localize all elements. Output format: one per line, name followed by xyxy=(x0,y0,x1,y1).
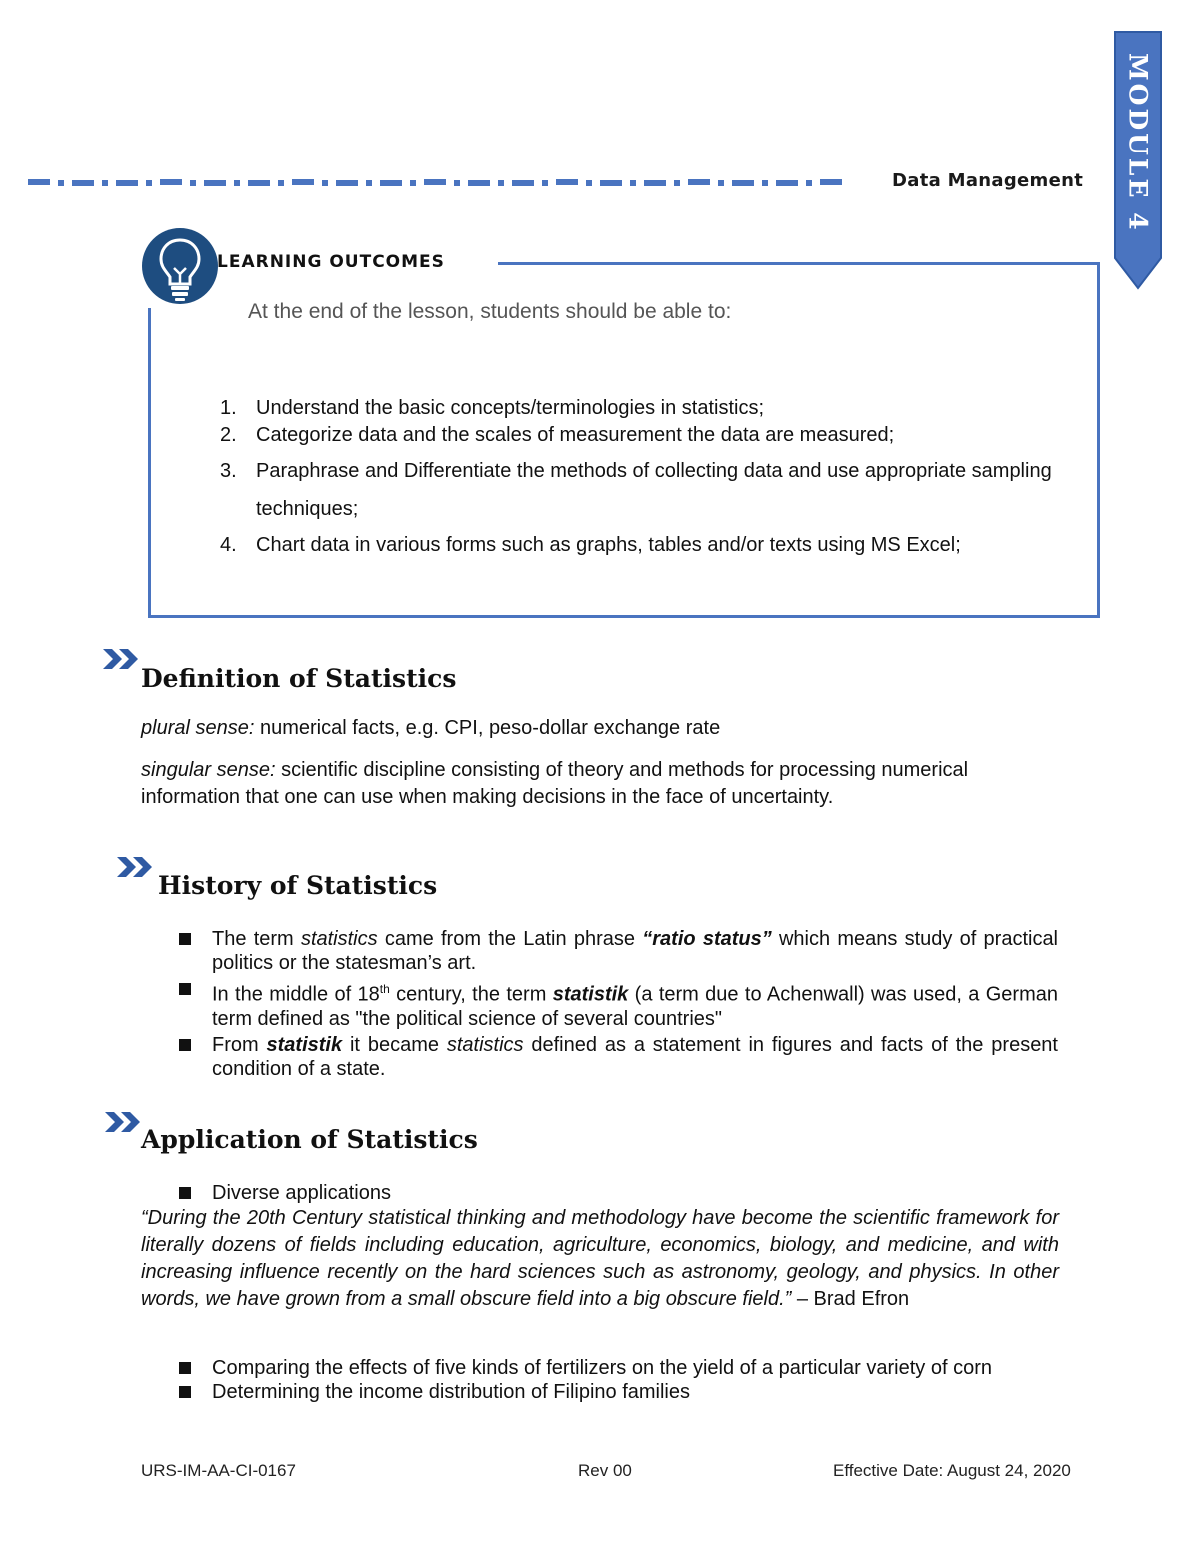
dash-segment xyxy=(160,179,182,185)
definition-heading: Definition of Statistics xyxy=(141,664,457,693)
learning-outcomes-intro: At the end of the lesson, students should be able to: xyxy=(248,300,732,323)
learning-outcomes-title: LEARNING OUTCOMES xyxy=(217,252,445,272)
text: (a term due to Achenwall) was used, a German term defined as "the political science of several countries" xyxy=(212,983,1058,1030)
module-label: MODULE 4 xyxy=(1123,53,1153,233)
dash-segment xyxy=(380,180,402,186)
history-heading: History of Statistics xyxy=(158,871,438,900)
dash-segment xyxy=(204,180,226,186)
application-heading: Application of Statistics xyxy=(141,1125,478,1154)
dot-segment xyxy=(498,180,504,186)
dot-segment xyxy=(674,180,680,186)
dash-segment xyxy=(820,179,842,185)
dash-segment xyxy=(556,179,578,185)
dash-segment xyxy=(248,180,270,186)
item-number: 4. xyxy=(220,534,237,556)
list-item: Diverse applications xyxy=(178,1181,1058,1205)
item-text: Chart data in various forms such as graphs, tables and/or texts using MS Excel; xyxy=(256,534,961,556)
dot-segment xyxy=(762,180,768,186)
learning-outcomes-top-rule xyxy=(498,262,1100,265)
list-item: Comparing the effects of five kinds of fertilizers on the yield of a particular variety of corn xyxy=(178,1356,1068,1380)
text: statistics xyxy=(446,1033,524,1056)
dash-segment xyxy=(600,180,622,186)
dot-segment xyxy=(454,180,460,186)
plural-sense-label: plural sense: xyxy=(141,717,255,739)
dash-segment xyxy=(28,179,50,185)
list-item xyxy=(178,977,1058,1031)
dot-segment xyxy=(190,180,196,186)
dash-segment xyxy=(468,180,490,186)
dot-segment xyxy=(58,180,64,186)
list-item xyxy=(220,422,1080,448)
footer-revision: Rev 00 xyxy=(578,1461,632,1480)
dash-segment xyxy=(336,180,358,186)
text: it became xyxy=(342,1033,447,1056)
text: statistik xyxy=(266,1033,343,1056)
item-number: 3. xyxy=(220,460,237,482)
text: statistics xyxy=(300,928,378,950)
dash-segment xyxy=(732,180,754,186)
lightbulb-icon xyxy=(140,222,220,310)
footer-document-code: URS-IM-AA-CI-0167 xyxy=(141,1461,296,1480)
dash-segment xyxy=(644,180,666,186)
learning-outcomes-list xyxy=(220,395,1080,558)
item-number: 1. xyxy=(220,397,237,419)
dash-segment xyxy=(424,179,446,185)
dot-segment xyxy=(586,180,592,186)
dot-segment xyxy=(630,180,636,186)
item-number: 2. xyxy=(220,424,237,446)
chevron-right-icon xyxy=(105,1110,145,1134)
dot-segment xyxy=(102,180,108,186)
text: The term xyxy=(212,928,301,950)
singular-sense-label: singular sense: xyxy=(141,759,276,781)
footer-effective-date: Effective Date: August 24, 2020 xyxy=(833,1461,1071,1480)
quote-author: – Brad Efron xyxy=(791,1288,910,1310)
item-text: Paraphrase and Differentiate the methods of collecting data and use appropriate sampling techniques; xyxy=(256,460,1052,520)
quote-text: “During the 20th Century statistical thinking and methodology have become the scientific framework for literally dozens of fields including education, agriculture, economics, biology, and medicine, and with increasing influence recently on the hard sciences such as astronomy, geology, and physics. In other words, we have grown from a small obscure field into a big obscure field.” xyxy=(141,1207,1059,1310)
dot-segment xyxy=(322,180,328,186)
dot-segment xyxy=(278,180,284,186)
dash-segment xyxy=(776,180,798,186)
dash-segment xyxy=(72,180,94,186)
text: came from the Latin phrase xyxy=(377,928,643,950)
chevron-right-icon xyxy=(117,855,157,879)
list-item xyxy=(220,532,1080,558)
list-item xyxy=(178,927,1058,975)
text: defined as a statement in figures and facts of the present condition of a state. xyxy=(212,1033,1058,1080)
singular-sense-text xyxy=(141,757,1061,811)
subject-title: Data Management xyxy=(892,170,1084,191)
list-item xyxy=(220,395,1080,421)
application-bullet-1 xyxy=(178,1181,1058,1205)
text: which means study of practical politics or the statesman’s art. xyxy=(212,928,1059,974)
header-dashed-line xyxy=(28,177,853,189)
efron-quote xyxy=(141,1205,1059,1313)
dot-segment xyxy=(718,180,724,186)
application-bullets xyxy=(178,1356,1068,1404)
dot-segment xyxy=(806,180,812,186)
dash-segment xyxy=(292,179,314,185)
plural-sense-text xyxy=(141,715,1071,742)
superscript: th xyxy=(379,982,390,996)
item-text: Categorize data and the scales of measurement the data are measured; xyxy=(256,424,895,446)
dot-segment xyxy=(234,180,240,186)
singular-sense-definition: scientific discipline consisting of theory and methods for processing numerical information that one can use when making decisions in the face of uncertainty. xyxy=(141,759,969,808)
text: statistik xyxy=(552,983,629,1006)
list-item: Determining the income distribution of Filipino families xyxy=(178,1380,1068,1404)
text: In the middle of 18 xyxy=(212,983,380,1006)
dot-segment xyxy=(542,180,548,186)
text: From xyxy=(212,1033,267,1056)
text: century, the term xyxy=(389,983,553,1006)
text: “ratio status” xyxy=(642,928,772,950)
dash-segment xyxy=(512,180,534,186)
dot-segment xyxy=(146,180,152,186)
plural-sense-definition: numerical facts, e.g. CPI, peso-dollar exchange rate xyxy=(254,717,721,739)
dash-segment xyxy=(688,179,710,185)
chevron-right-icon xyxy=(103,647,143,671)
history-bullets xyxy=(178,927,1058,1081)
dash-segment xyxy=(116,180,138,186)
dot-segment xyxy=(410,180,416,186)
list-item xyxy=(178,1033,1058,1081)
dot-segment xyxy=(366,180,372,186)
item-text: Understand the basic concepts/terminologies in statistics; xyxy=(256,397,765,419)
list-item xyxy=(220,452,1080,528)
